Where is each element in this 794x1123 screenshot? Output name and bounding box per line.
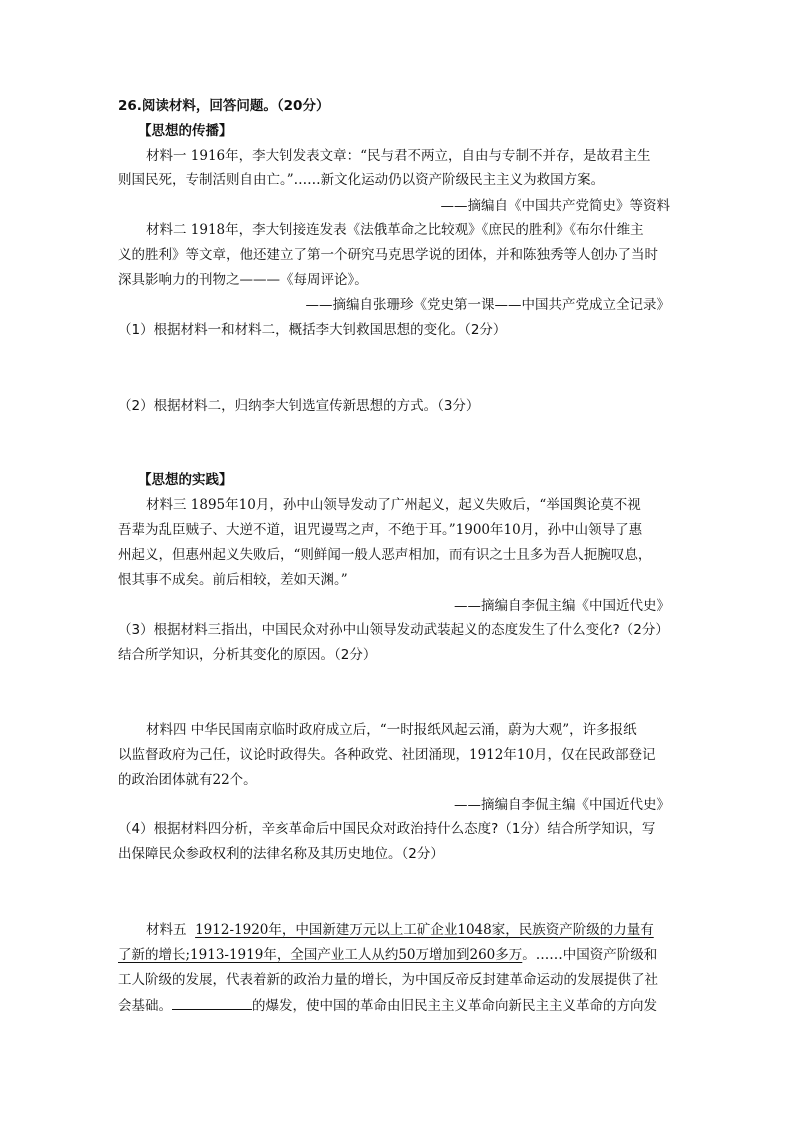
- material-3-source: ——摘编自李侃主编《中国近代史》: [454, 598, 670, 614]
- material-1-line-1: 材料一 1916年，李大钊发表文章：“民与君不两立，自由与专制不并存，是故君主生: [146, 148, 651, 164]
- material-5-underlined-2: 了新的增长;1913-1919年，全国产业工人从约50万增加到260多万: [118, 947, 523, 963]
- section-heading-practice: 【思想的实践】: [138, 472, 233, 488]
- sub-question-1: （1）根据材料一和材料二，概括李大钊救国思想的变化。（2分）: [118, 322, 507, 338]
- section-heading-spread: 【思想的传播】: [138, 123, 233, 139]
- material-5-line-2-rest: 。……中国资产阶级和: [522, 947, 658, 963]
- material-4-line-1: 材料四 中华民国南京临时政府成立后，“一时报纸风起云涌，蔚为大观”，许多报纸: [146, 722, 637, 738]
- fill-in-blank[interactable]: [172, 995, 252, 1010]
- sub-question-2: （2）根据材料二，归纳李大钊选宣传新思想的方式。（3分）: [118, 398, 480, 414]
- material-5-underlined-1: 1912-1920年，中国新建万元以上工矿企业1048家，民族资产阶级的力量有: [195, 922, 654, 938]
- material-4-line-3: 的政治团体就有22个。: [118, 772, 257, 788]
- material-5-label: 材料五: [146, 922, 187, 938]
- material-2-source: ——摘编自张珊珍《党史第一课——中国共产党成立全记录》: [305, 297, 670, 313]
- material-2-line-2: 义的胜利》等文章，他还建立了第一个研究马克思学说的团体，并和陈独秀等人创办了当时: [118, 247, 658, 263]
- material-3-line-2: 吾辈为乱臣贼子、大逆不道，诅咒谩骂之声，不绝于耳。”1900年10月，孙中山领导了惠: [118, 522, 643, 538]
- question-title: 26.阅读材料，回答问题。（20分）: [118, 98, 330, 114]
- material-2-line-1: 材料二 1918年，李大钊接连发表《法俄革命之比较观》《庶民的胜利》《布尔什维主: [146, 222, 644, 238]
- sub-question-4-line-1: （4）根据材料四分析，辛亥革命后中国民众对政治持什么态度?（1分）结合所学知识，写: [118, 821, 656, 837]
- material-5-line-2: [118, 945, 657, 965]
- material-3-line-4: 恨其事不成矣。前后相较，差如天渊。”: [118, 572, 348, 588]
- material-3-line-1: 材料三 1895年10月，孙中山领导发动了广州起义，起义失败后，“举国舆论莫不视: [146, 497, 641, 513]
- material-5-line-4-before: 会基础。: [118, 998, 172, 1014]
- material-5-line-3: 工人阶级的发展，代表着新的政治力量的增长，为中国反帝反封建革命运动的发展提供了社: [118, 972, 658, 988]
- material-3-line-3: 州起义，但惠州起义失败后，“则鲜闻一般人恶声相加，而有识之士且多为吾人扼腕叹息，: [118, 547, 652, 563]
- material-4-source: ——摘编自李侃主编《中国近代史》: [454, 797, 670, 813]
- sub-question-3-line-2: 结合所学知识，分析其变化的原因。（2分）: [118, 647, 377, 663]
- material-5-line-4-after: 的爆发，使中国的革命由旧民主主义革命向新民主主义革命的方向发: [252, 998, 657, 1014]
- material-2-line-3: 深具影响力的刊物之———《每周评论》。: [118, 272, 368, 288]
- sub-question-4-line-2: 出保障民众参政权利的法律名称及其历史地位。（2分）: [118, 846, 444, 862]
- material-5-line-4: [118, 995, 657, 1016]
- sub-question-3-line-1: （3）根据材料三指出，中国民众对孙中山领导发动武装起义的态度发生了什么变化?（2分）: [118, 622, 669, 638]
- material-4-line-2: 以监督政府为己任，议论时政得失。各种政党、社团涌现，1912年10月，仅在民政部登记: [118, 747, 656, 763]
- material-1-source: ——摘编自《中国共产党简史》等资料: [440, 198, 670, 214]
- material-5-line-1: [146, 920, 654, 940]
- material-1-line-2: 则国民死，专制活则自由亡。”……新文化运动仍以资产阶级民主主义为救国方案。: [118, 172, 605, 188]
